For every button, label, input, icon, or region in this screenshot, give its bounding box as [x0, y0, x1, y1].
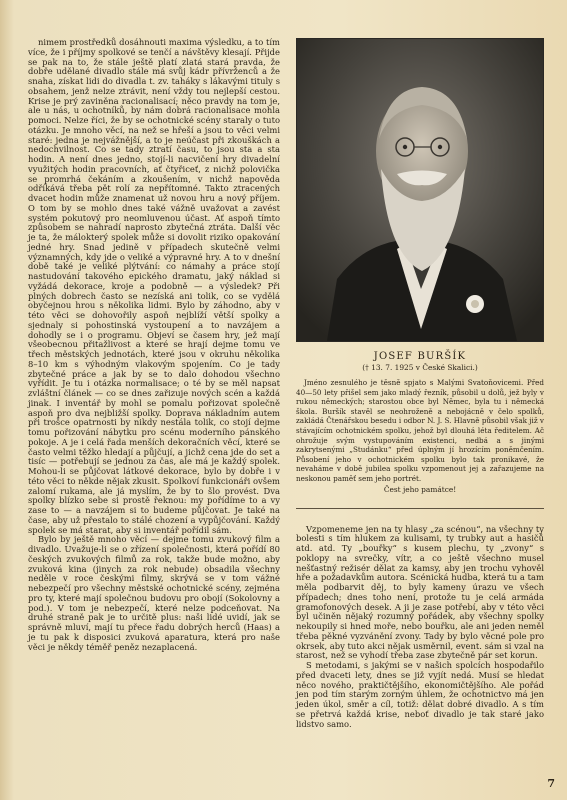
- portrait-illustration: [297, 39, 543, 341]
- left-paragraph-2: Bylo by ještě mnoho věcí — dejme tomu zvukový film a divadlo. Uvažuje-li se o zřízení společnosti, která pořídí 80 českých zvukových filmů za rok, takže bude možno, aby zvuková kina (jinych za rok nebude) obsadila všechny neděle v roce českými filmy, skrývá se v tom vážné nebezpečí pro všechny městské ochotnické scény, zejména pro ty, které mají společnou budovu pro obojí (Sokolovny a pod.). V tom je nebezpečí, které nelze podceňovat. Na druhé straně pak je to určitě plus: naši lidé uvidí, jak se správně mluví, mají tu přece řadu dobrých herců (Haas) a je tu pak k disposici zvuková aparatura, která pro naše věci je někdy téměř peněz nezaplacená.: [28, 534, 280, 652]
- left-article-column: [28, 38, 280, 652]
- right-paragraph-2: S metodami, s jakými se v našich spolcích hospodařilo před dvaceti lety, dnes se již vyjít nedá. Musí se hledat něco nového, praktičtějšího, ekonomičtějšího. Ale pořád jen pod tím starým zorným úhlem, že ochotnictvo má jen jeden úkol, směr a cíl, totiž: dělat dobré divadlo. A s tím se přetrvá každá krise, neboť divadlo je tak staré jako lidstvo samo.: [296, 660, 544, 729]
- right-paragraph-1: Vzpomeneme jen na ty hlasy „za scénou“, na všechny ty bolesti s tím hlukem za kulisami, ty trubky aut a hasičů atd. atd. Ty „bouřky“ s kusem plechu, ty „zvony“ s poklopy na svrečky, vítr, a co ještě všechno musel nešťastný režisér dělat za kamsy, aby jen trochu vyhověl hře a požadavkům autora. Scénická hudba, která tu a tam měla podbarvit děj, to byly kameny úrazu ve všech případech; dnes toho není, protože tu je celá armáda gramofonových desek. A ji je zase potřebí, aby v této věci byl učiněn nějaký rozumný pořádek, aby všechny spolky nekoupily si hned moře, nebo bouřku, ale ani jeden neměl třeba pěkné vyzvánění zvony. Tady by bylo věcné pole pro okrsek, aby tuto akci nějak usměrnil, event. sám si vzal na starost, než se vyhodí třeba zase zbytečně pár set korun.: [296, 523, 544, 661]
- section-divider: [296, 508, 544, 509]
- portrait-caption-dates: († 13. 7. 1925 v České Skalici.): [362, 363, 478, 372]
- portrait-caption-name: JOSEF BURŠÍK: [373, 351, 467, 362]
- biography-text: Jméno zesnulého je těsně spjato s Malými Svatoňovicemi. Před 40—50 lety přišel sem jako mladý řezník, působil u dolů, jež byly v rukou německých; starostou obce byl Němec, byla tu i německá škola. Buršík stavěl se neohroženě a nebojácně v čelo spolků, zakládá Čtenářskou besedu i odbor N. J. S. Hlavně působil však již v stávajícím ochotnickém spolku, jehož byl dlouhá léta ředitelem. Ač ohrožuje svým vystupováním existenci, nedbá a s jinými zakrytsenými „Studánku“ před úplným jí hrozícím poněmčením. Působení jeho v ochotnickém spolku bylo tak pronikavé, že nevaháme v době jubilea spolku vzpomenout jej a zařazujeme na neskonou paměť sem jeho portrét.: [296, 378, 544, 483]
- page-number: 7: [547, 777, 555, 790]
- right-column: [296, 38, 544, 729]
- portrait-photo: [296, 38, 544, 342]
- right-article: [296, 525, 544, 730]
- biography-closing: Čest jeho památce!: [383, 484, 457, 494]
- left-paragraph-1: nimem prostředků dosáhnouti maxima výsledku, a to tím více, že i příjmy spolkové se tenčí a návštěvy klesají. Přijde se pak na to, že stále ještě platí zlatá stará pravda, že dobře udělané divadlo stále má svůj kádr přívrženců a že snaha, získat lidi do divadla t. zv. taháky s lákavými tituly s obsahem, jenž nelze ztrávit, není vždy tou nejlepší cestou. Krise je prý zaviněna racionalisací; něco pravdy na tom je, ale u nás, u ochotníků, by nám dobrá racionalisace mohla pomoci. Nelze říci, že by se ochotnické scény staraly o tuto otázku. Je mnoho věcí, na než se hřeší a jsou to věci velmi staré: jedna je nejvážnější, a to je neúčast při zkouškách a nedochvilnost. Co se tady ztratí času, to jsou sta a sta hodin. A není dnes jedno, stojí-li nacvičení hry divadelní využitých hodin pracovních, ať čtyřiceť, z nichž polovička se promrhá čekáním a zkoušením, v nichž napověda odříkává třeba pět rolí za nepřítomné. Takto ztracených dvacet hodin může znamenat už novou hru a nový příjem. O tom by se mohlo dnes také vážně uvažovat a zavést systém pokutový pro neomluvenou účast. Ať aspoň tímto způsobem se nahradí naprosto zbytečná ztráta. Další věc je ta, že málokterý spolek může si dovolit riziko opakování jedné hry. Snad jedině v případech skutečně velmi významných, kdy jde o veliké a výpravné hry. A to v dnešní době také je veliké plýtvání: co námahy a práce stojí nastudování takového epického dramatu, jaký náklad si vyžádá dekorace, kroje a podobně — a výsledek? Při plných dobrech často se nezíská ani tolik, co se vydělá obyčejnou hrou s několika lidmi. Bylo by záhodno, aby v této věci se dohovořily aspoň nejblíží větší spolky a sjednaly si pohostinská vystoupení a to navzájem a dohodly se i o programu. Objeví se časem hry, jež mají všeobecnou přitažlivost a které se hrají dejme tomu ve třech městských jednotách, které jsou v okruhu několika 8–10 km s výhodným vlakovým spojením. Co je tady zbytečné práce a jak by se to dalo dohodou všechno vyřídit. Je tu i otázka normalisace; o té by se měl napsat zvláštní článek — co se dnes zařizuje nových scén a každá jinak. I inventář by mohl se pomalu pořizovat společně aspoň pro dva nejbližší spolky. Doprava nákladním autem při trošce opatrnosti by nikdy nestála tolik, co stojí dejme tomu pořizování nábytku pro scénu moderního pánského pokoje. A je i celá řada menších dekoračních věcí, které se často velmi těžko hledají a půjčují, a jichž cena jde do set a tisíc — potřebují se jednou za čas, ale má je každý spolek. Mohou-li se půjčovat látkové dekorace, bylo by dobře i v této věci to někde nějak zkusit. Spolkoví funkcionáři ovšem zalomí rukama, ale já myslím, že by to šlo provést. Dva spolky blízko sebe si prostě řeknou: my pořídíme to a vy zase to — a navzájem si to budeme půjčovat. Je také na čase, aby už přestalo to stálé chození a vypůjčování. Každý spolek se má starat, aby si inventář pořídil sám.: [28, 37, 280, 535]
